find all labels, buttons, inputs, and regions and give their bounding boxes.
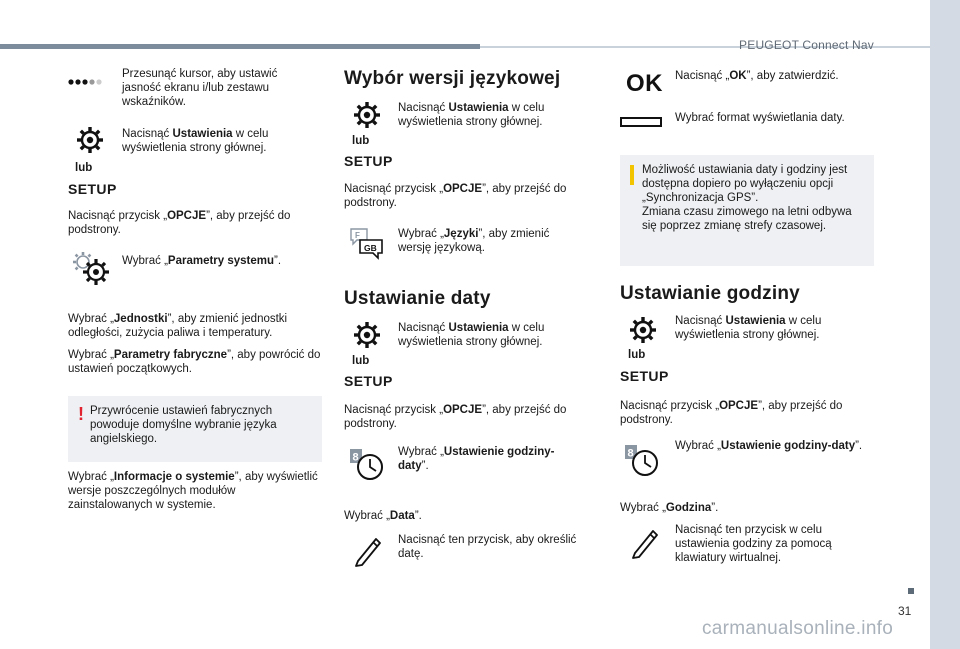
clock-calendar-icon bbox=[624, 443, 660, 484]
heading-language: Wybór wersji językowej bbox=[344, 68, 561, 89]
calendar-day: 8 bbox=[352, 451, 359, 464]
or-label: lub bbox=[352, 135, 370, 147]
page-number: 31 bbox=[898, 604, 912, 618]
flag-gb-label: GB bbox=[364, 243, 377, 253]
text-options: Nacisnąć przycisk „OPCJE”, aby przejść do podstrony. bbox=[344, 183, 567, 209]
ok-icon bbox=[626, 70, 663, 98]
text-languages: Wybrać „Języki”, aby zmienić wersję językową. bbox=[398, 228, 550, 254]
settings-gear-icon bbox=[353, 101, 381, 134]
warning-text: Przywrócenie ustawień fabrycznych powoduje domyślne wybranie języka angielskiego. bbox=[90, 405, 277, 445]
text-system-info: Wybrać „Informacje o systemie”, aby wyświetlić wersje poszczególnych modułów zainstalowanych w systemie. bbox=[68, 471, 318, 511]
language-icon bbox=[348, 226, 386, 265]
setup-label: SETUP bbox=[620, 368, 669, 384]
text-brightness: Przesunąć kursor, aby ustawić jasność ekranu i/lub zestawu wskaźników. bbox=[122, 68, 278, 108]
text-options: Nacisnąć przycisk „OPCJE”, aby przejść do podstrony. bbox=[344, 404, 567, 430]
text-options: Nacisnąć przycisk „OPCJE”, aby przejść do podstrony. bbox=[620, 400, 843, 426]
pencil-icon bbox=[629, 525, 659, 564]
text-date-button: Nacisnąć ten przycisk, aby określić datę. bbox=[398, 534, 577, 560]
ok-label: OK bbox=[626, 70, 663, 97]
text-units: Wybrać „Jednostki”, aby zmienić jednostki odległości, zużycia paliwa i temperatury. bbox=[68, 313, 288, 339]
setup-label: SETUP bbox=[344, 373, 393, 389]
clock-calendar-icon bbox=[349, 447, 385, 488]
text-hour-button: Nacisnąć ten przycisk w celu ustawienia godziny za pomocą klawiatury wirtualnej. bbox=[675, 524, 832, 564]
text-date: Wybrać „Data”. bbox=[344, 510, 422, 522]
or-label: lub bbox=[352, 355, 370, 367]
info-text: Możliwość ustawiania daty i godziny jest dostępna dopiero po wyłączeniu opcji „Synchronizacja GPS”. Zmiana czasu zimowego na letni odbywa się poprzez zmianę strefy czasowej. bbox=[642, 164, 852, 232]
warning-note bbox=[68, 396, 322, 462]
text-date-time: Wybrać „Ustawienie godziny-daty”. bbox=[675, 440, 863, 452]
settings-gear-icon bbox=[353, 321, 381, 354]
header-title: PEUGEOT Connect Nav bbox=[739, 38, 874, 52]
text-options: Nacisnąć przycisk „OPCJE”, aby przejść do podstrony. bbox=[68, 210, 291, 236]
setup-label: SETUP bbox=[68, 181, 117, 197]
warning-icon: ! bbox=[78, 404, 84, 424]
text-system-params: Wybrać „Parametry systemu”. bbox=[122, 255, 282, 267]
or-label: lub bbox=[75, 162, 93, 174]
text-settings: Nacisnąć Ustawienia w celu wyświetlenia strony głównej. bbox=[398, 102, 545, 128]
settings-gear-icon bbox=[629, 316, 657, 349]
flag-f-label: F bbox=[355, 231, 360, 240]
heading-time: Ustawianie godziny bbox=[620, 283, 800, 304]
brightness-dots-icon bbox=[68, 74, 102, 93]
text-date-format: Wybrać format wyświetlania daty. bbox=[675, 112, 845, 124]
text-settings: Nacisnąć Ustawienia w celu wyświetlenia strony głównej. bbox=[122, 128, 269, 154]
settings-gear-icon bbox=[76, 126, 104, 159]
setup-label: SETUP bbox=[344, 153, 393, 169]
text-date-time: Wybrać „Ustawienie godziny-daty”. bbox=[398, 446, 555, 472]
text-factory: Wybrać „Parametry fabryczne”, aby powrócić do ustawień początkowych. bbox=[68, 349, 321, 375]
heading-date: Ustawianie daty bbox=[344, 288, 491, 309]
page-edge-band bbox=[930, 0, 960, 649]
text-hour: Wybrać „Godzina”. bbox=[620, 502, 719, 514]
calendar-day: 8 bbox=[627, 447, 634, 460]
watermark: carmanualsonline.info bbox=[702, 618, 894, 639]
date-format-bar-icon bbox=[620, 115, 662, 133]
or-label: lub bbox=[628, 349, 646, 361]
text-settings: Nacisnąć Ustawienia w celu wyświetlenia strony głównej. bbox=[675, 315, 822, 341]
page-marker bbox=[908, 588, 914, 594]
text-ok: Nacisnąć „OK”, aby zatwierdzić. bbox=[675, 70, 839, 82]
info-icon bbox=[630, 165, 634, 185]
header-rule bbox=[0, 44, 480, 49]
pencil-icon bbox=[352, 533, 382, 572]
text-settings: Nacisnąć Ustawienia w celu wyświetlenia strony głównej. bbox=[398, 322, 545, 348]
system-settings-icon bbox=[72, 251, 112, 292]
info-note bbox=[620, 155, 874, 266]
